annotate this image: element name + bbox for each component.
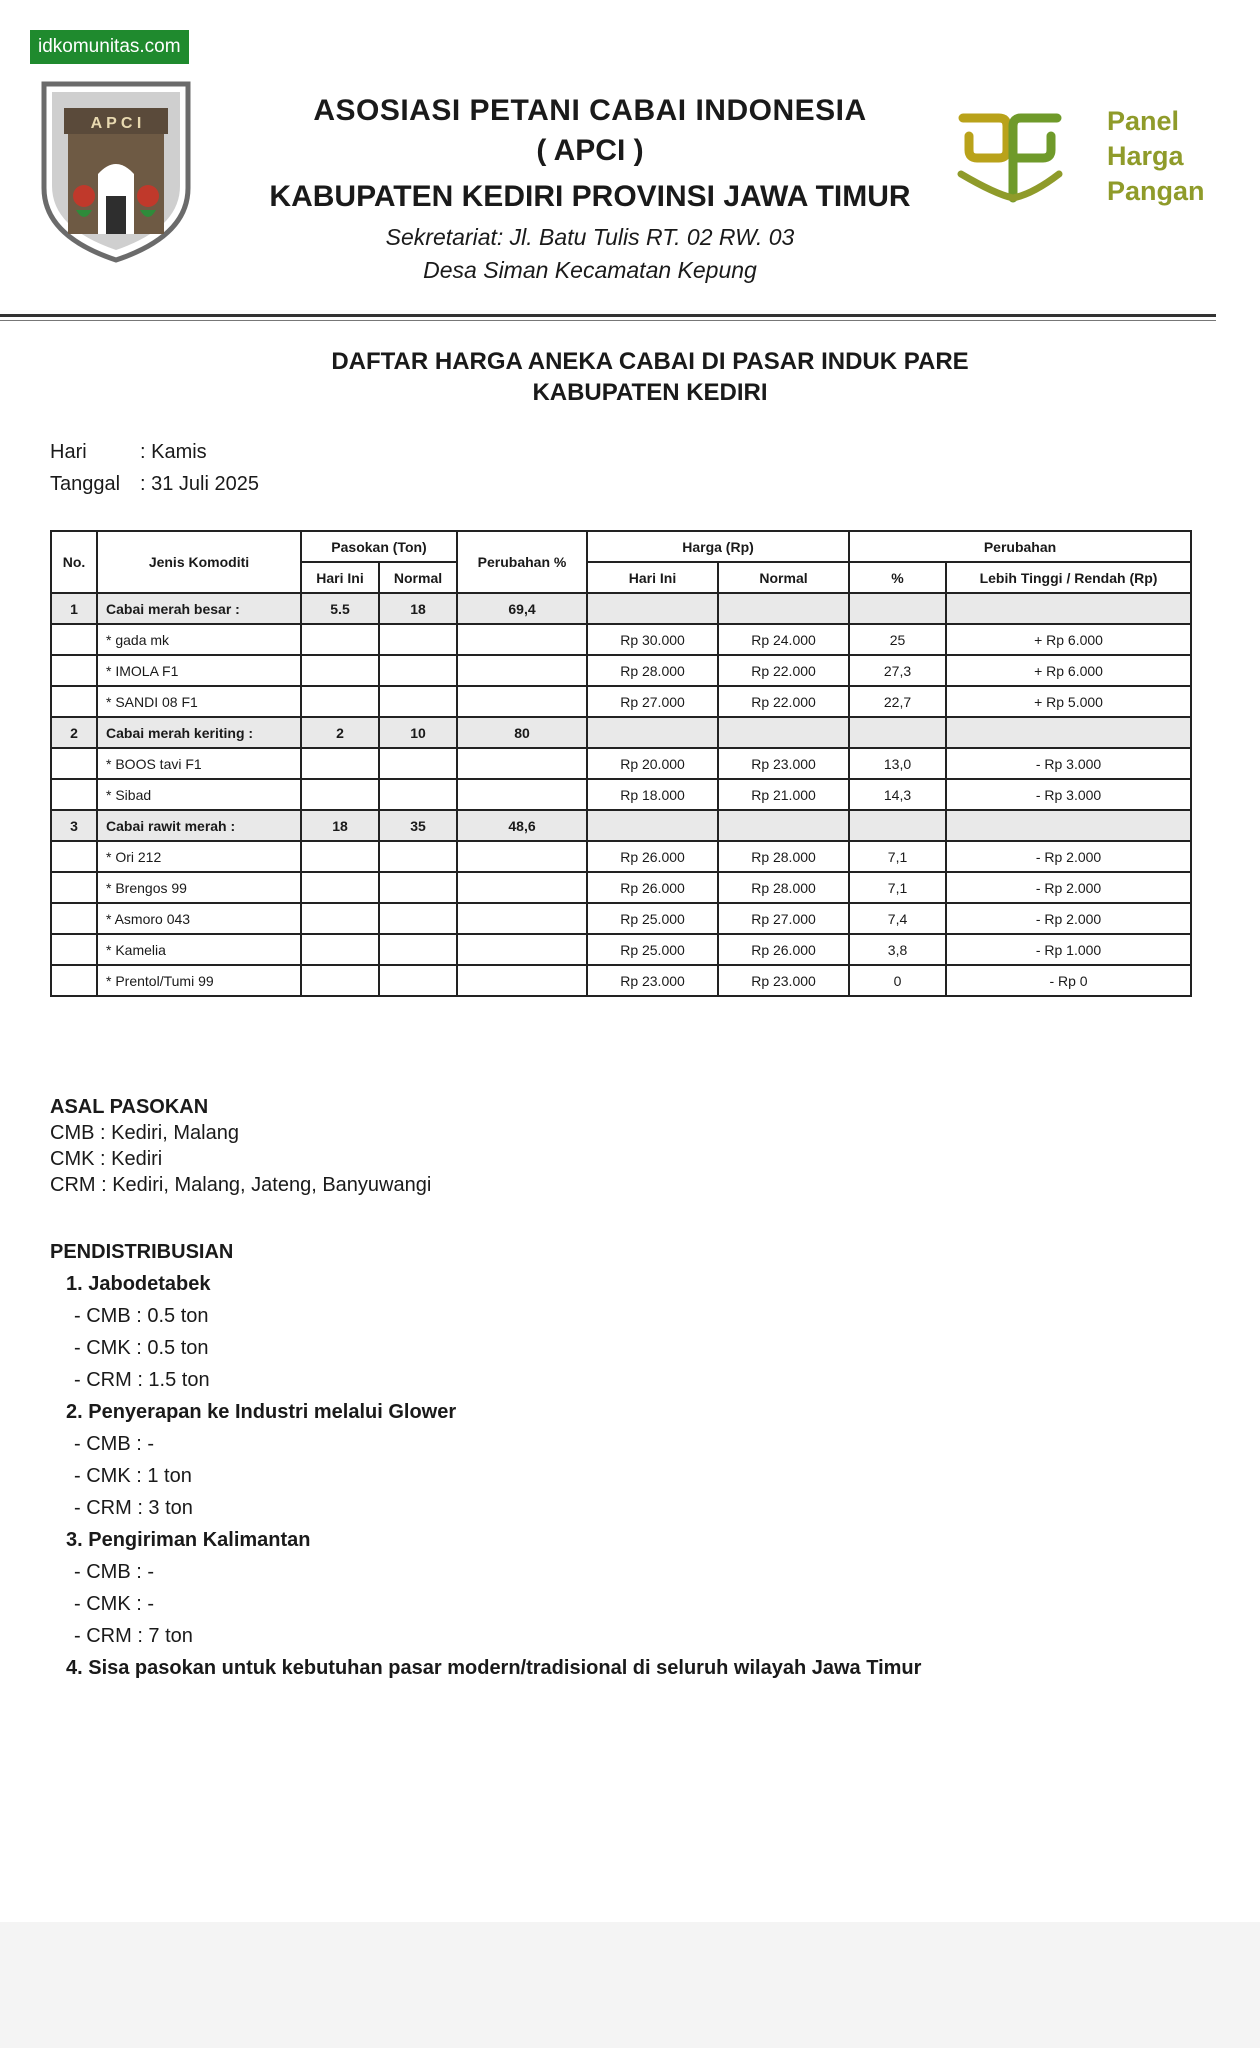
distribution-subitem: - CMB : 0.5 ton xyxy=(74,1305,209,1327)
supply-origin-line: CMB : Kediri, Malang xyxy=(50,1122,239,1144)
day-row xyxy=(50,436,259,468)
cell-no xyxy=(51,686,97,717)
distribution-subitem: - CRM : 7 ton xyxy=(74,1625,193,1647)
panel-logo-line-3: Pangan xyxy=(1107,176,1205,206)
address-line-2: Desa Siman Kecamatan Kepung xyxy=(423,257,757,283)
org-abbreviation: ( APCI ) xyxy=(536,134,644,167)
cell-diff: + Rp 6.000 xyxy=(946,655,1191,686)
cell-pct xyxy=(849,593,946,624)
cell-no: 1 xyxy=(51,593,97,624)
cell-price-normal: Rp 24.000 xyxy=(718,624,849,655)
cell-supply-today xyxy=(301,624,379,655)
letterhead xyxy=(230,94,950,284)
date-row xyxy=(50,468,259,500)
cell-no xyxy=(51,655,97,686)
cell-diff: - Rp 3.000 xyxy=(946,748,1191,779)
cell-name: * Asmoro 043 xyxy=(97,903,301,934)
distribution-subitem: - CMK : - xyxy=(74,1593,154,1615)
cell-price-today: Rp 26.000 xyxy=(587,872,718,903)
cell-pct xyxy=(849,717,946,748)
cell-pct: 22,7 xyxy=(849,686,946,717)
header-price-today: Hari Ini xyxy=(587,562,718,593)
cell-supply-normal xyxy=(379,965,457,996)
cell-pct: 0 xyxy=(849,965,946,996)
panel-logo-line-1: Panel xyxy=(1107,106,1180,136)
cell-diff xyxy=(946,810,1191,841)
cell-supply-change xyxy=(457,872,587,903)
header-supply-today: Hari Ini xyxy=(301,562,379,593)
address-line-1: Sekretariat: Jl. Batu Tulis RT. 02 RW. 03 xyxy=(385,224,795,250)
cell-supply-normal xyxy=(379,903,457,934)
letterhead-divider-thin xyxy=(0,320,1216,321)
cell-price-today: Rp 23.000 xyxy=(587,965,718,996)
cell-supply-today xyxy=(301,748,379,779)
apci-emblem-icon xyxy=(36,78,196,263)
cell-name: Cabai merah besar : xyxy=(97,593,301,624)
cell-diff: - Rp 2.000 xyxy=(946,903,1191,934)
cell-diff: - Rp 2.000 xyxy=(946,872,1191,903)
panel-harga-pangan-text xyxy=(1107,104,1205,209)
cell-name: * Brengos 99 xyxy=(97,872,301,903)
category-row xyxy=(51,593,1191,624)
cell-name: * IMOLA F1 xyxy=(97,655,301,686)
header-supply: Pasokan (Ton) xyxy=(301,531,457,562)
date-value: : 31 Juli 2025 xyxy=(140,473,259,495)
cell-no xyxy=(51,934,97,965)
cell-price-normal: Rp 23.000 xyxy=(718,965,849,996)
table-row xyxy=(51,748,1191,779)
cell-supply-normal: 18 xyxy=(379,593,457,624)
cell-no xyxy=(51,965,97,996)
cell-diff: + Rp 6.000 xyxy=(946,624,1191,655)
supply-origin-line: CMK : Kediri xyxy=(50,1148,163,1170)
cell-supply-change xyxy=(457,903,587,934)
cell-pct: 25 xyxy=(849,624,946,655)
cell-pct: 7,1 xyxy=(849,841,946,872)
cell-supply-today xyxy=(301,965,379,996)
cell-price-normal: Rp 22.000 xyxy=(718,686,849,717)
cell-no xyxy=(51,841,97,872)
header-no: No. xyxy=(51,531,97,593)
cell-supply-change xyxy=(457,965,587,996)
cell-supply-normal xyxy=(379,872,457,903)
table-row xyxy=(51,934,1191,965)
distribution-subitem: - CMK : 1 ton xyxy=(74,1465,192,1487)
distribution-heading: PENDISTRIBUSIAN xyxy=(50,1241,234,1263)
cell-supply-change xyxy=(457,655,587,686)
document-title xyxy=(250,346,1050,408)
cell-price-normal: Rp 23.000 xyxy=(718,748,849,779)
cell-supply-today: 5.5 xyxy=(301,593,379,624)
cell-price-normal: Rp 21.000 xyxy=(718,779,849,810)
cell-no xyxy=(51,779,97,810)
cell-name: * Sibad xyxy=(97,779,301,810)
day-label: Hari xyxy=(50,441,87,463)
cell-price-today xyxy=(587,717,718,748)
distribution-subitem: - CRM : 3 ton xyxy=(74,1497,193,1519)
cell-supply-change xyxy=(457,779,587,810)
cell-price-normal xyxy=(718,593,849,624)
letterhead-divider-thick xyxy=(0,314,1216,317)
cell-name: * gada mk xyxy=(97,624,301,655)
cell-name: Cabai rawit merah : xyxy=(97,810,301,841)
cell-price-normal: Rp 28.000 xyxy=(718,872,849,903)
cell-supply-change xyxy=(457,686,587,717)
cell-price-today: Rp 27.000 xyxy=(587,686,718,717)
supply-origin-heading: ASAL PASOKAN xyxy=(50,1096,209,1118)
distribution-item: 2. Penyerapan ke Industri melalui Glower xyxy=(66,1401,457,1423)
cell-price-normal: Rp 22.000 xyxy=(718,655,849,686)
cell-diff: - Rp 3.000 xyxy=(946,779,1191,810)
cell-no xyxy=(51,748,97,779)
header-change: Perubahan xyxy=(849,531,1191,562)
cell-price-normal xyxy=(718,810,849,841)
cell-name: Cabai merah keriting : xyxy=(97,717,301,748)
cell-no: 2 xyxy=(51,717,97,748)
price-table-body xyxy=(51,593,1191,996)
cell-price-today: Rp 28.000 xyxy=(587,655,718,686)
table-row xyxy=(51,624,1191,655)
watermark-label: idkomunitas.com xyxy=(30,30,189,64)
distribution-section xyxy=(50,1236,921,1684)
cell-diff: - Rp 1.000 xyxy=(946,934,1191,965)
cell-price-today: Rp 20.000 xyxy=(587,748,718,779)
table-row xyxy=(51,686,1191,717)
cell-supply-normal xyxy=(379,624,457,655)
cell-pct: 27,3 xyxy=(849,655,946,686)
org-name: ASOSIASI PETANI CABAI INDONESIA xyxy=(313,94,867,127)
cell-price-today: Rp 18.000 xyxy=(587,779,718,810)
supply-origin-line: CRM : Kediri, Malang, Jateng, Banyuwangi xyxy=(50,1174,432,1196)
cell-supply-normal: 35 xyxy=(379,810,457,841)
cell-price-today: Rp 26.000 xyxy=(587,841,718,872)
header-change-difference: Lebih Tinggi / Rendah (Rp) xyxy=(946,562,1191,593)
header-change-percent: % xyxy=(849,562,946,593)
cell-price-normal: Rp 28.000 xyxy=(718,841,849,872)
header-supply-change: Perubahan % xyxy=(457,531,587,593)
cell-supply-change: 48,6 xyxy=(457,810,587,841)
distribution-subitem: - CMK : 0.5 ton xyxy=(74,1337,209,1359)
cell-name: * Kamelia xyxy=(97,934,301,965)
cell-price-normal xyxy=(718,717,849,748)
document-title-line-2: KABUPATEN KEDIRI xyxy=(532,379,768,406)
document-title-line-1: DAFTAR HARGA ANEKA CABAI DI PASAR INDUK PARE xyxy=(331,348,969,375)
cell-no xyxy=(51,624,97,655)
cell-name: * Ori 212 xyxy=(97,841,301,872)
cell-supply-today xyxy=(301,686,379,717)
cell-supply-today xyxy=(301,903,379,934)
cell-supply-change xyxy=(457,841,587,872)
cell-supply-today xyxy=(301,872,379,903)
cell-pct: 7,4 xyxy=(849,903,946,934)
cell-name: * Prentol/Tumi 99 xyxy=(97,965,301,996)
cell-supply-today xyxy=(301,655,379,686)
cell-pct: 3,8 xyxy=(849,934,946,965)
cell-supply-change: 69,4 xyxy=(457,593,587,624)
cell-supply-today: 18 xyxy=(301,810,379,841)
header-price: Harga (Rp) xyxy=(587,531,849,562)
cell-supply-normal xyxy=(379,748,457,779)
cell-diff: + Rp 5.000 xyxy=(946,686,1191,717)
cell-supply-change: 80 xyxy=(457,717,587,748)
category-row xyxy=(51,810,1191,841)
distribution-subitem: - CMB : - xyxy=(74,1561,154,1583)
price-table xyxy=(50,530,1192,997)
cell-price-today: Rp 25.000 xyxy=(587,903,718,934)
distribution-item: 1. Jabodetabek xyxy=(66,1273,211,1295)
table-row xyxy=(51,872,1191,903)
cell-supply-today xyxy=(301,934,379,965)
panel-harga-pangan-logo-icon xyxy=(955,108,1065,208)
cell-pct xyxy=(849,810,946,841)
cell-supply-normal xyxy=(379,934,457,965)
table-row xyxy=(51,779,1191,810)
cell-price-today xyxy=(587,810,718,841)
table-row xyxy=(51,903,1191,934)
cell-no xyxy=(51,903,97,934)
header-commodity: Jenis Komoditi xyxy=(97,531,301,593)
day-value: : Kamis xyxy=(140,441,207,463)
page-bottom-band xyxy=(0,1922,1260,2048)
document-meta xyxy=(50,436,259,500)
cell-pct: 13,0 xyxy=(849,748,946,779)
cell-supply-normal: 10 xyxy=(379,717,457,748)
cell-pct: 14,3 xyxy=(849,779,946,810)
cell-diff: - Rp 2.000 xyxy=(946,841,1191,872)
cell-price-today: Rp 30.000 xyxy=(587,624,718,655)
cell-name: * SANDI 08 F1 xyxy=(97,686,301,717)
cell-supply-normal xyxy=(379,655,457,686)
cell-diff xyxy=(946,593,1191,624)
cell-no xyxy=(51,872,97,903)
cell-supply-today xyxy=(301,841,379,872)
cell-supply-normal xyxy=(379,686,457,717)
category-row xyxy=(51,717,1191,748)
cell-no: 3 xyxy=(51,810,97,841)
supply-origin-section xyxy=(50,1094,431,1198)
distribution-subitem: - CMB : - xyxy=(74,1433,154,1455)
cell-price-normal: Rp 26.000 xyxy=(718,934,849,965)
table-row xyxy=(51,841,1191,872)
cell-supply-today xyxy=(301,779,379,810)
table-row xyxy=(51,965,1191,996)
date-label: Tanggal xyxy=(50,473,121,495)
panel-logo-line-2: Harga xyxy=(1107,141,1184,171)
cell-name: * BOOS tavi F1 xyxy=(97,748,301,779)
header-supply-normal: Normal xyxy=(379,562,457,593)
cell-diff: - Rp 0 xyxy=(946,965,1191,996)
cell-supply-change xyxy=(457,624,587,655)
cell-supply-change xyxy=(457,934,587,965)
header-price-normal: Normal xyxy=(718,562,849,593)
cell-supply-normal xyxy=(379,841,457,872)
table-row xyxy=(51,655,1191,686)
svg-text:A P C I: A P C I xyxy=(90,115,142,132)
cell-price-normal: Rp 27.000 xyxy=(718,903,849,934)
distribution-subitem: - CRM : 1.5 ton xyxy=(74,1369,210,1391)
org-region: KABUPATEN KEDIRI PROVINSI JAWA TIMUR xyxy=(269,180,911,213)
cell-supply-change xyxy=(457,748,587,779)
cell-price-today xyxy=(587,593,718,624)
cell-price-today: Rp 25.000 xyxy=(587,934,718,965)
cell-pct: 7,1 xyxy=(849,872,946,903)
distribution-item: 3. Pengiriman Kalimantan xyxy=(66,1529,311,1551)
distribution-item: 4. Sisa pasokan untuk kebutuhan pasar modern/tradisional di seluruh wilayah Jawa Timur xyxy=(66,1657,922,1679)
cell-supply-normal xyxy=(379,779,457,810)
cell-supply-today: 2 xyxy=(301,717,379,748)
cell-diff xyxy=(946,717,1191,748)
